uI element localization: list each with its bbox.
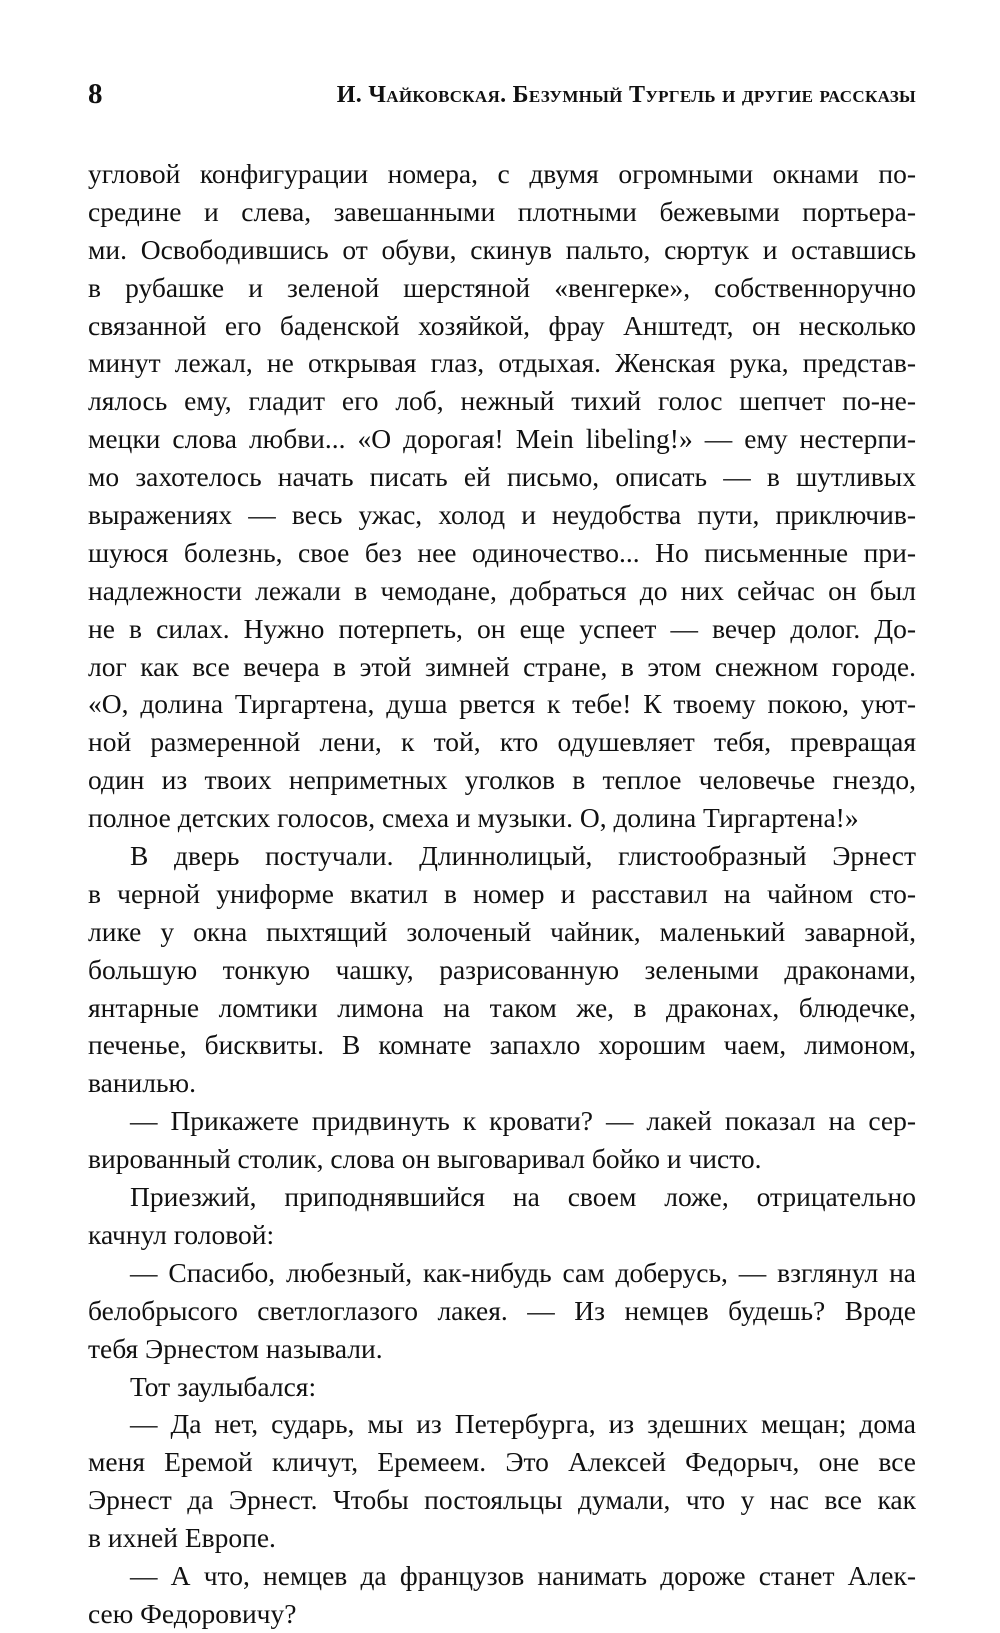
- text-line: белобрысого светлоглазого лакея. — Из немцев будешь? Вроде: [88, 1294, 916, 1326]
- page-number: 8: [88, 78, 103, 110]
- text-line: связанной его баденской хозяйкой, фрау Анштедт, он несколько: [88, 309, 916, 341]
- text-line: тебя Эрнестом называли.: [88, 1332, 383, 1364]
- text-line: вированный столик, слова он выговаривал бойко и чисто.: [88, 1143, 762, 1175]
- text-line: — Спасибо, любезный, как-нибудь сам доберусь, — взглянул на: [130, 1256, 916, 1288]
- text-line: Приезжий, приподнявшийся на своем ложе, отрицательно: [130, 1181, 916, 1213]
- text-line: Эрнест да Эрнест. Чтобы постояльцы думали, что у нас все как: [88, 1484, 916, 1516]
- text-line: лялось ему, гладит его лоб, нежный тихий голос шепчет по-не-: [88, 385, 916, 417]
- text-line: ванилью.: [88, 1067, 196, 1099]
- text-line: ной размеренной лени, к той, кто одушевляет тебя, превращая: [88, 726, 916, 758]
- text-line: не в силах. Нужно потерпеть, он еще успеет — вечер долог. До-: [88, 612, 916, 644]
- text-line: средине и слева, завешанными плотными бежевыми портьера-: [88, 195, 916, 227]
- text-line: минут лежал, не открывая глаз, отдыхая. Женская рука, представ-: [88, 347, 916, 379]
- text-line: печенье, бисквиты. В комнате запахло хорошим чаем, лимоном,: [88, 1029, 916, 1061]
- text-line: угловой конфигурации номера, с двумя огромными окнами по-: [88, 158, 916, 189]
- text-line: меня Еремой кличут, Еремеем. Это Алексей Федорыч, оне все: [88, 1446, 916, 1478]
- text-line: — Прикажете придвинуть к кровати? — лакей показал на сер-: [130, 1105, 916, 1137]
- body-text: [88, 155, 916, 1633]
- text-line: Тот заулыбался:: [130, 1370, 317, 1402]
- text-line: сею Федоровичу?: [88, 1597, 297, 1629]
- text-line: — Да нет, сударь, мы из Петербурга, из здешних мещан; дома: [130, 1408, 916, 1440]
- text-line: в рубашке и зеленой шерстяной «венгерке», собственноручно: [88, 271, 916, 303]
- text-line: выражениях — весь ужас, холод и неудобства пути, приключив-: [88, 499, 916, 531]
- running-head: И. Чайковская. Безумный Тургель и другие рассказы: [336, 82, 916, 108]
- text-line: лог как все вечера в этой зимней стране, в этом снежном городе.: [88, 650, 916, 682]
- text-line: мо захотелось начать писать ей письмо, описать — в шутливых: [88, 461, 916, 493]
- text-line: надлежности лежали в чемодане, добраться до них сейчас он был: [88, 574, 916, 606]
- text-line: В дверь постучали. Длиннолицый, глистообразный Эрнест: [130, 840, 916, 872]
- text-line: «О, долина Тиргартена, душа рвется к тебе! К твоему покою, уют-: [88, 688, 916, 720]
- text-line: в черной униформе вкатил в номер и расставил на чайном сто-: [88, 877, 916, 909]
- text-line: янтарные ломтики лимона на таком же, в драконах, блюдечке,: [88, 991, 916, 1023]
- text-line: в ихней Европе.: [88, 1522, 276, 1554]
- text-line: полное детских голосов, смеха и музыки. О, долина Тиргартена!»: [88, 802, 859, 834]
- text-line: качнул головой:: [88, 1218, 275, 1250]
- page-header: [88, 78, 916, 112]
- text-line: большую тонкую чашку, разрисованную зелеными драконами,: [88, 953, 916, 985]
- text-line: мецки слова любви... «О дорогая! Mein libeling!» — ему нестерпи-: [88, 423, 916, 455]
- text-line: шуюся болезнь, свое без нее одиночество... Но письменные при-: [88, 536, 916, 568]
- text-line: — А что, немцев да французов нанимать дороже станет Алек-: [130, 1559, 916, 1591]
- text-line: лике у окна пыхтящий золоченый чайник, маленький заварной,: [88, 915, 916, 947]
- text-line: один из твоих неприметных уголков в теплое человечье гнездо,: [88, 764, 916, 796]
- text-line: ми. Освободившись от обуви, скинув пальто, сюртук и оставшись: [88, 233, 916, 265]
